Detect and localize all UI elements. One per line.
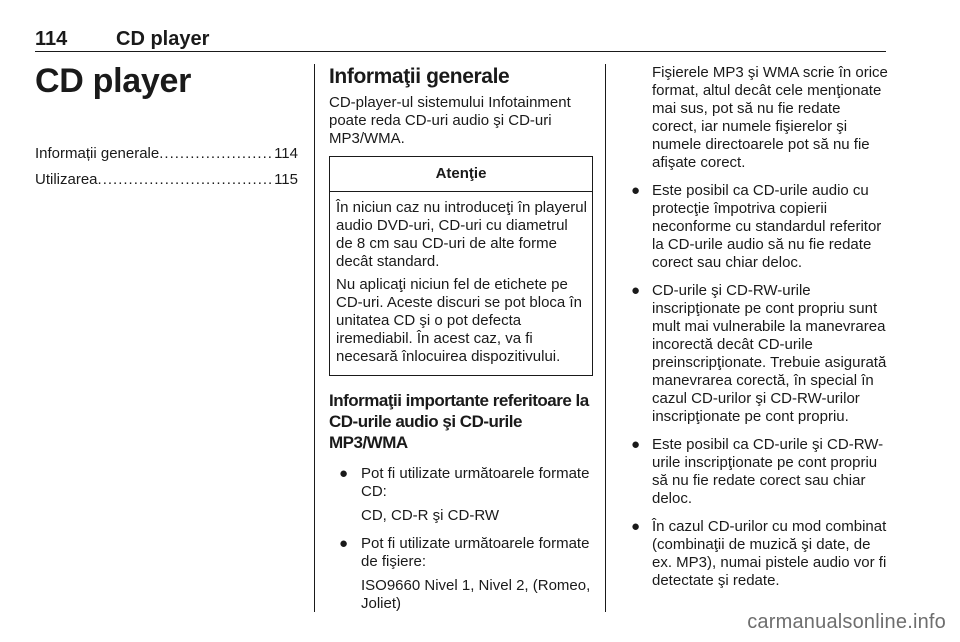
bullet-icon: ●: [339, 465, 349, 482]
toc-entry-label: Utilizarea: [35, 171, 98, 188]
toc-entry-page: 115: [274, 171, 298, 188]
column-general-info: [329, 64, 593, 623]
toc-leader-dots: [159, 144, 274, 170]
subsection-heading: Informaţii importante referitoare la CD-urile audio şi CD-urile MP3/WMA: [329, 391, 589, 452]
watermark: carmanualsonline.info: [747, 611, 946, 633]
toc-entry-label: Informații generale: [35, 145, 160, 162]
bullet-icon: ●: [631, 518, 641, 535]
list-item-text: CD-urile şi CD-RW-urile inscripţionate pe cont propriu sunt mult mai vulnerabile la manevrarea incorectă decât CD-urile preinscripţionate. Trebuie asigurată manevrarea corectă, în special în cazul CD-urilor şi CD-RW-urilor inscripţionate pe cont propriu.: [652, 282, 887, 425]
toc-entry-general-info[interactable]: [35, 144, 298, 170]
list-item-detail: CD, CD-R şi CD-RW: [361, 507, 500, 524]
intro-paragraph: CD-player-ul sistemului Infotainment poate reda CD-uri audio şi CD-uri MP3/WMA.: [329, 94, 571, 147]
header-rule: [35, 51, 886, 52]
bullet-icon: ●: [339, 535, 349, 552]
caution-body: [330, 192, 592, 375]
list-item-text: Este posibil ca CD-urile audio cu protecţie împotriva copierii neconforme cu standardul referitor la CD-urile audio să nu fie redate corect sau chiar deloc.: [652, 182, 882, 271]
caution-title: Atenţie: [330, 157, 592, 192]
list-item: [622, 182, 888, 272]
column-divider: [605, 64, 606, 612]
notes-list: [622, 182, 888, 590]
section-heading: Informaţii generale: [329, 65, 510, 88]
bullet-icon: ●: [631, 282, 641, 299]
chapter-title: CD player: [35, 62, 192, 100]
toc-entry-page: 114: [274, 145, 298, 162]
caution-box: [329, 156, 593, 376]
list-item-text: Pot fi utilizate următoarele formate CD:: [361, 465, 590, 500]
list-item-text: Este posibil ca CD-urile şi CD-RW-urile inscripţionate pe cont propriu să nu fie redate corect sau chiar deloc.: [652, 436, 884, 507]
format-list: [329, 465, 593, 613]
bullet-icon: ●: [631, 182, 641, 199]
list-item: [622, 518, 888, 590]
caution-paragraph: Nu aplicaţi niciun fel de etichete pe CD-uri. Aceste discuri se pot bloca în unitatea CD şi o pot defecta iremediabil. În acest caz, va fi necesară înlocuirea dispozitivului.: [336, 276, 582, 365]
list-item-text: În cazul CD-urilor cu mod combinat (combinaţii de muzică şi date, de ex. MP3), numai pistele audio vor fi detectate şi redate.: [652, 518, 887, 589]
caution-paragraph: În niciun caz nu introduceţi în playerul audio DVD-uri, CD-uri cu diametrul de 8 cm sau CD-uri de alte forme decât standard.: [336, 199, 587, 270]
bullet-icon: ●: [631, 436, 641, 453]
running-header-title: CD player: [116, 28, 210, 50]
toc-entry-usage[interactable]: [35, 170, 298, 196]
list-item: [622, 282, 888, 426]
continuation-paragraph: Fişierele MP3 şi WMA scrie în orice format, altul decât cele menţionate mai sus, pot să nu fie redate corect, iar numele fişierelor şi numele directoarele pot să nu fie afişate corect.: [652, 64, 888, 171]
toc-leader-dots: [98, 170, 275, 196]
list-item: [329, 465, 593, 525]
table-of-contents: [35, 144, 298, 196]
list-item-detail: ISO9660 Nivel 1, Nivel 2, (Romeo, Joliet): [361, 577, 591, 612]
column-continued: [622, 64, 888, 600]
column-divider: [314, 64, 315, 612]
list-item: [622, 436, 888, 508]
page-number: 114: [35, 28, 68, 50]
list-item: [329, 535, 593, 613]
list-item-text: Pot fi utilizate următoarele formate de fişiere:: [361, 535, 590, 570]
